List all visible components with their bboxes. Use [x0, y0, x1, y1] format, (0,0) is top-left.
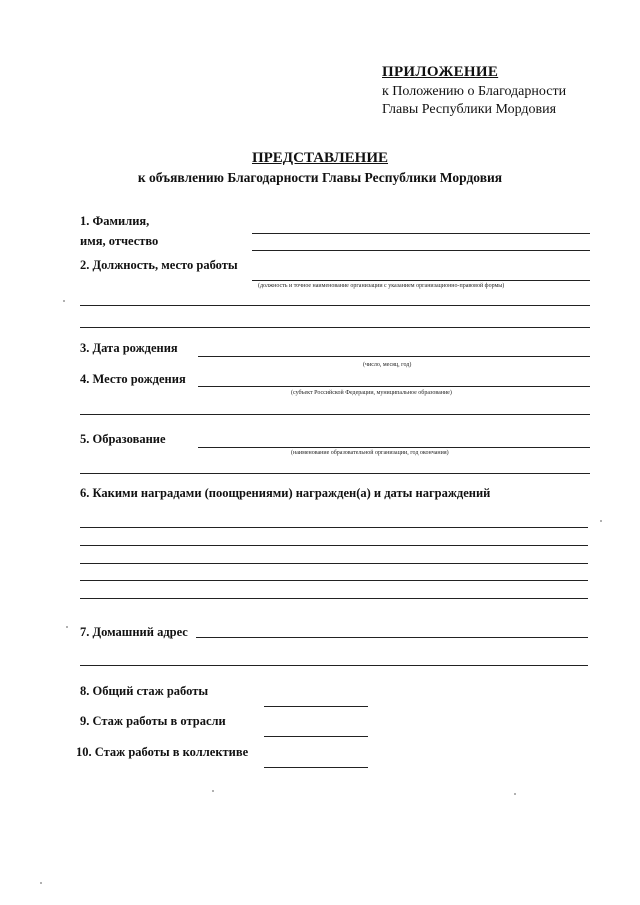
field-1-label-line2: имя, отчество — [80, 234, 159, 248]
field-4-input-line-1[interactable] — [198, 386, 590, 387]
field-5-hint: (наименование образовательной организации, год окончания) — [291, 450, 449, 456]
field-5-input-line-1[interactable] — [198, 447, 590, 448]
field-4-label: 4. Место рождения — [80, 372, 186, 386]
field-3-input-line[interactable] — [198, 356, 590, 357]
scan-speck — [600, 520, 602, 522]
field-2-hint: (должность и точное наименование организации с указанием организационно-правовой формы) — [258, 283, 505, 289]
field-9-label: 9. Стаж работы в отрасли — [80, 714, 226, 728]
field-4-hint: (субъект Российской Федерации, муниципальное образование) — [291, 390, 452, 396]
field-7-input-line-2[interactable] — [80, 665, 588, 666]
field-7-input-line-1[interactable] — [196, 637, 588, 638]
field-1-label-line1: 1. Фамилия, — [80, 214, 150, 228]
annex-title: ПРИЛОЖЕНИЕ — [382, 64, 499, 80]
document-title: ПРЕДСТАВЛЕНИЕ — [251, 150, 389, 166]
field-6-input-line-2[interactable] — [80, 545, 588, 546]
field-6-input-line-3[interactable] — [80, 563, 588, 564]
scan-speck — [514, 793, 516, 795]
field-3-label: 3. Дата рождения — [80, 341, 178, 355]
field-9-input-line[interactable] — [264, 736, 368, 737]
field-2-input-line-1[interactable] — [252, 280, 590, 281]
field-7-label: 7. Домашний адрес — [80, 625, 188, 639]
field-8-label: 8. Общий стаж работы — [80, 684, 209, 698]
document-subtitle: к объявлению Благодарности Главы Республики Мордовия — [137, 170, 503, 185]
field-5-label: 5. Образование — [80, 432, 166, 446]
field-1-input-line-2[interactable] — [252, 250, 590, 251]
field-6-label: 6. Какими наградами (поощрениями) награжден(а) и даты награждений — [80, 486, 491, 500]
field-6-input-line-5[interactable] — [80, 598, 588, 599]
field-10-label: 10. Стаж работы в коллективе — [76, 745, 249, 759]
field-8-input-line[interactable] — [264, 706, 368, 707]
field-1-input-line-1[interactable] — [252, 233, 590, 234]
annex-line-2: Главы Республики Мордовия — [382, 102, 557, 117]
scan-speck — [40, 882, 42, 884]
field-5-input-line-2[interactable] — [80, 473, 590, 474]
scan-speck — [63, 300, 65, 302]
field-6-input-line-4[interactable] — [80, 580, 588, 581]
field-2-input-line-2[interactable] — [80, 305, 590, 306]
field-2-label: 2. Должность, место работы — [80, 258, 238, 272]
scan-speck — [212, 790, 214, 792]
field-10-input-line[interactable] — [264, 767, 368, 768]
field-6-input-line-1[interactable] — [80, 527, 588, 528]
annex-line-1: к Положению о Благодарности — [382, 84, 567, 99]
scan-speck — [66, 626, 68, 628]
field-2-input-line-3[interactable] — [80, 327, 590, 328]
field-4-input-line-2[interactable] — [80, 414, 590, 415]
field-3-hint: (число, месяц, год) — [363, 362, 412, 368]
